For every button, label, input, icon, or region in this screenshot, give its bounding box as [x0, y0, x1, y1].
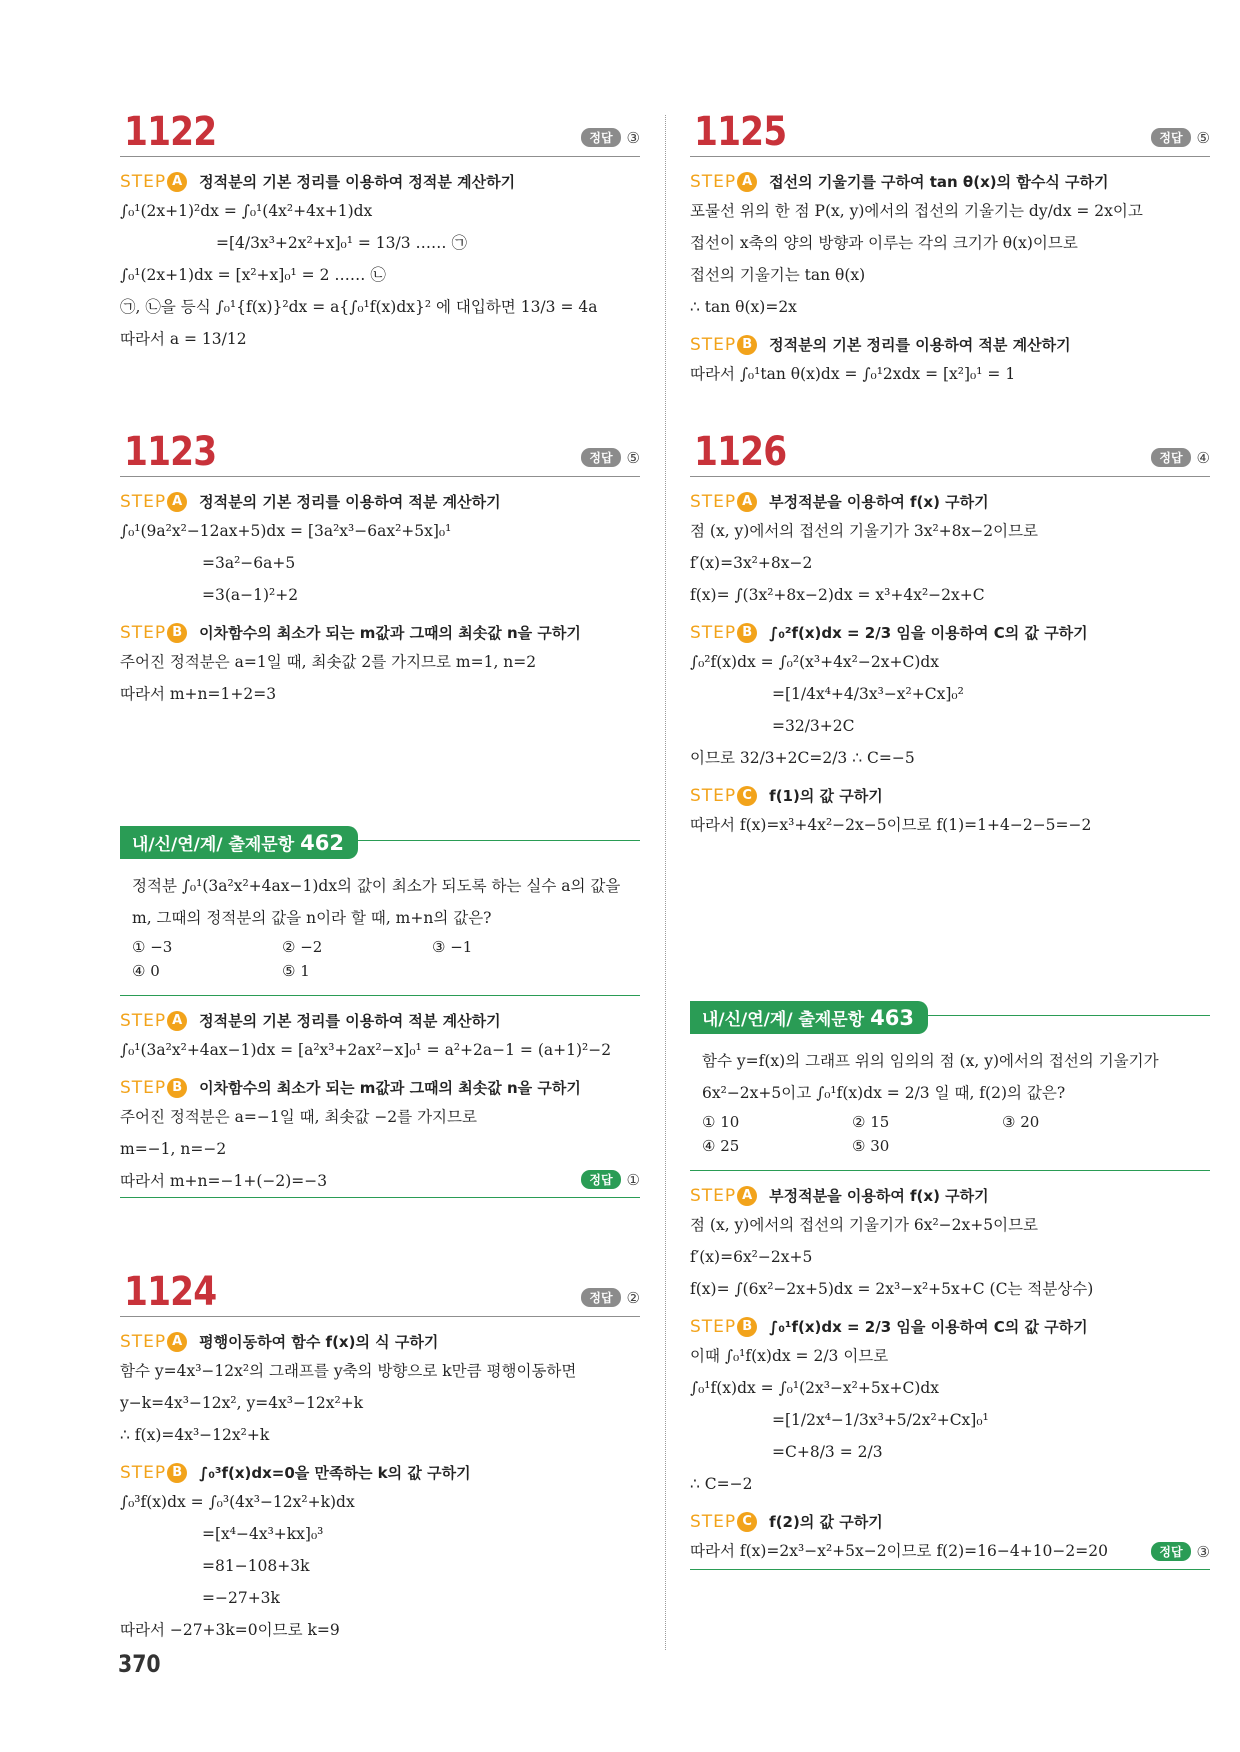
- step-title: 정적분의 기본 정리를 이용하여 적분 계산하기: [199, 1012, 501, 1030]
- choice: ④ 25: [702, 1137, 740, 1155]
- choice: ① 10: [702, 1113, 740, 1131]
- math-line: 이므로 32/3+2C=2/3 ∴ C=−5: [690, 749, 915, 767]
- step-letter: A: [737, 172, 757, 192]
- answer-value: ⑤: [626, 448, 640, 467]
- section-rule: [120, 1197, 640, 1198]
- math-line: =3(a−1)²+2: [202, 586, 299, 604]
- answer: [581, 128, 640, 147]
- math-line: ∫₀²f(x)dx = ∫₀²(x³+4x²−2x+C)dx: [690, 653, 940, 671]
- step-title: 평행이동하여 함수 f(x)의 식 구하기: [199, 1333, 439, 1351]
- related-tab: [120, 826, 358, 859]
- step-title: 이차함수의 최소가 되는 m값과 그때의 최솟값 n을 구하기: [199, 1079, 581, 1097]
- math-line: ∫₀¹(3a²x²+4ax−1)dx = [a²x³+2ax²−x]₀¹ = a²+2a−1 = (a+1)²−2: [120, 1041, 612, 1059]
- problem-1126: [690, 430, 1210, 838]
- choices: [702, 1110, 1198, 1158]
- question-line: m, 그때의 정적분의 값을 n이라 할 때, m+n의 값은?: [132, 909, 492, 927]
- math-line: =−27+3k: [202, 1589, 280, 1607]
- choice: ③ 20: [1002, 1113, 1040, 1131]
- step-label: STEP: [690, 622, 737, 643]
- step-letter: C: [737, 1512, 757, 1532]
- answer-badge: 정답: [1151, 448, 1190, 467]
- math-line: 함수 y=4x³−12x²의 그래프를 y축의 방향으로 k만큼 평행이동하면: [120, 1362, 577, 1380]
- step-label: STEP: [690, 334, 737, 355]
- step-letter: A: [737, 1186, 757, 1206]
- math-line: 접선의 기울기는 tan θ(x): [690, 266, 866, 284]
- answer-badge: 정답: [581, 128, 620, 147]
- question-line: 정적분 ∫₀¹(3a²x²+4ax−1)dx의 값이 최소가 되도록 하는 실수 a의 값을: [132, 877, 621, 895]
- problem-header: [120, 1270, 640, 1317]
- math-line: m=−1, n=−2: [120, 1140, 227, 1158]
- math-line: =[1/2x⁴−1/3x³+5/2x²+Cx]₀¹: [772, 1411, 989, 1429]
- step-title: 이차함수의 최소가 되는 m값과 그때의 최솟값 n을 구하기: [199, 624, 581, 642]
- math-line: 따라서 ∫₀¹tan θ(x)dx = ∫₀¹2xdx = [x²]₀¹ = 1: [690, 365, 1016, 383]
- answer-badge: 정답: [581, 1288, 620, 1307]
- choice: ② 15: [852, 1113, 890, 1131]
- step-a: [690, 171, 1210, 192]
- math-line: ∴ f(x)=4x³−12x²+k: [120, 1426, 270, 1444]
- answer-value: ③: [626, 128, 640, 147]
- choice: ⑤ 1: [282, 962, 310, 980]
- step-a: [120, 1010, 640, 1031]
- step-label: STEP: [690, 1185, 737, 1206]
- math-line: y−k=4x³−12x², y=4x³−12x²+k: [120, 1394, 364, 1412]
- step-a: [690, 1185, 1210, 1206]
- problem-1123: [120, 430, 640, 707]
- math-line: 주어진 정적분은 a=1일 때, 최솟값 2를 가지므로 m=1, n=2: [120, 653, 537, 671]
- choice: ③ −1: [432, 938, 473, 956]
- choice: ④ 0: [132, 962, 160, 980]
- answer-badge: 정답: [1151, 1542, 1190, 1561]
- step-title: 정적분의 기본 정리를 이용하여 적분 계산하기: [199, 493, 501, 511]
- math-line: 점 (x, y)에서의 접선의 기울기가 3x²+8x−2이므로: [690, 522, 1039, 540]
- step-letter: C: [737, 786, 757, 806]
- problem-header: [120, 430, 640, 477]
- step-c: [690, 785, 1210, 806]
- step-label: STEP: [690, 1511, 737, 1532]
- column-divider: [665, 115, 666, 1650]
- answer: [1151, 128, 1210, 147]
- math-line: 접선이 x축의 양의 방향과 이루는 각의 크기가 θ(x)이므로: [690, 234, 1078, 252]
- problem-1124: [120, 1270, 640, 1643]
- step-title: f(1)의 값 구하기: [769, 787, 883, 805]
- section-rule: [690, 1569, 1210, 1570]
- math-line: ∴ tan θ(x)=2x: [690, 298, 797, 316]
- related-tab-number: 463: [870, 1006, 914, 1030]
- step-title: 부정적분을 이용하여 f(x) 구하기: [769, 1187, 989, 1205]
- math-line: =[x⁴−4x³+kx]₀³: [202, 1525, 324, 1543]
- related-problem-463: [690, 985, 1210, 1570]
- math-line: =3a²−6a+5: [202, 554, 296, 572]
- math-line: 포물선 위의 한 점 P(x, y)에서의 접선의 기울기는 dy/dx = 2x이고: [690, 202, 1143, 220]
- math-line: ㉠, ㉡을 등식 ∫₀¹{f(x)}²dx = a{∫₀¹f(x)dx}² 에 대입하면 13/3 = 4a: [120, 298, 598, 316]
- math-line: ∫₀¹f(x)dx = ∫₀¹(2x³−x²+5x+C)dx: [690, 1379, 940, 1397]
- problem-number: 1122: [124, 109, 217, 155]
- problem-number: 1125: [694, 109, 787, 155]
- choice: ⑤ 30: [852, 1137, 890, 1155]
- step-b: [690, 334, 1210, 355]
- step-label: STEP: [120, 1077, 167, 1098]
- step-letter: A: [167, 1332, 187, 1352]
- math-line: =81−108+3k: [202, 1557, 310, 1575]
- math-line: =C+8/3 = 2/3: [772, 1443, 883, 1461]
- math-line: ∫₀¹(2x+1)²dx = ∫₀¹(4x²+4x+1)dx: [120, 202, 373, 220]
- math-line: 따라서 m+n=−1+(−2)=−3: [120, 1172, 328, 1190]
- step-b: [120, 1462, 640, 1483]
- answer-value: ②: [626, 1288, 640, 1307]
- step-title: f(2)의 값 구하기: [769, 1513, 883, 1531]
- step-label: STEP: [120, 622, 167, 643]
- step-label: STEP: [120, 1010, 167, 1031]
- answer: [581, 448, 640, 467]
- step-title: ∫₀¹f(x)dx = 2/3 임을 이용하여 C의 값 구하기: [769, 1318, 1088, 1336]
- step-title: 부정적분을 이용하여 f(x) 구하기: [769, 493, 989, 511]
- step-title: 접선의 기울기를 구하여 tan θ(x)의 함수식 구하기: [769, 173, 1109, 191]
- answer-badge: 정답: [581, 1170, 620, 1189]
- math-line: 따라서 −27+3k=0이므로 k=9: [120, 1621, 340, 1639]
- math-line: 따라서 m+n=1+2=3: [120, 685, 277, 703]
- problem-1125: [690, 110, 1210, 387]
- step-label: STEP: [120, 1331, 167, 1352]
- math-line: =32/3+2C: [772, 717, 855, 735]
- related-tab-label: 내/신/연/계/ 출제문항: [132, 835, 295, 855]
- step-letter: B: [167, 1463, 187, 1483]
- page-number: 370: [118, 1650, 161, 1678]
- answer-value: ④: [1196, 448, 1210, 467]
- math-line: ∫₀¹(9a²x²−12ax+5)dx = [3a²x³−6ax²+5x]₀¹: [120, 522, 452, 540]
- step-letter: A: [167, 1011, 187, 1031]
- math-line: ∴ C=−2: [690, 1475, 753, 1493]
- problem-header: [690, 430, 1210, 477]
- step-a: [120, 491, 640, 512]
- related-tab: [690, 1001, 928, 1034]
- step-letter: B: [737, 1317, 757, 1337]
- problem-header: [690, 110, 1210, 157]
- step-label: STEP: [690, 491, 737, 512]
- step-label: STEP: [120, 1462, 167, 1483]
- step-label: STEP: [120, 171, 167, 192]
- math-line: ∫₀³f(x)dx = ∫₀³(4x³−12x²+k)dx: [120, 1493, 355, 1511]
- choices: [132, 935, 628, 983]
- step-label: STEP: [690, 171, 737, 192]
- step-a: [690, 491, 1210, 512]
- math-line: ∫₀¹(2x+1)dx = [x²+x]₀¹ = 2 …… ㉡: [120, 266, 386, 284]
- related-box: [690, 1001, 1210, 1171]
- choice: ② −2: [282, 938, 323, 956]
- step-c: [690, 1511, 1210, 1532]
- problem-header: [120, 110, 640, 157]
- related-question: [120, 859, 640, 995]
- step-letter: B: [167, 1078, 187, 1098]
- problem-number: 1123: [124, 429, 217, 475]
- problem-number: 1126: [694, 429, 787, 475]
- step-title: 정적분의 기본 정리를 이용하여 적분 계산하기: [769, 336, 1071, 354]
- step-letter: B: [737, 623, 757, 643]
- related-question: [690, 1034, 1210, 1170]
- answer: [581, 1288, 640, 1307]
- step-title: ∫₀²f(x)dx = 2/3 임을 이용하여 C의 값 구하기: [769, 624, 1088, 642]
- step-letter: A: [167, 172, 187, 192]
- step-b: [690, 622, 1210, 643]
- step-b: [120, 622, 640, 643]
- step-label: STEP: [690, 1316, 737, 1337]
- math-line: f′(x)=3x²+8x−2: [690, 554, 813, 572]
- step-label: STEP: [690, 785, 737, 806]
- math-line: 따라서 a = 13/12: [120, 330, 247, 348]
- answer-value: ①: [626, 1170, 640, 1189]
- problem-1122: [120, 110, 640, 352]
- step-b: [690, 1316, 1210, 1337]
- math-line: f(x)= ∫(3x²+8x−2)dx = x³+4x²−2x+C: [690, 586, 985, 604]
- math-line: 이때 ∫₀¹f(x)dx = 2/3 이므로: [690, 1347, 889, 1365]
- step-a: [120, 171, 640, 192]
- related-problem-462: [120, 810, 640, 1198]
- problem-number: 1124: [124, 1269, 217, 1315]
- step-a: [120, 1331, 640, 1352]
- math-line: 주어진 정적분은 a=−1일 때, 최솟값 −2를 가지므로: [120, 1108, 477, 1126]
- question-line: 6x²−2x+5이고 ∫₀¹f(x)dx = 2/3 일 때, f(2)의 값은?: [702, 1084, 1066, 1102]
- math-line: 따라서 f(x)=2x³−x²+5x−2이므로 f(2)=16−4+10−2=20: [690, 1542, 1108, 1560]
- math-line: =[1/4x⁴+4/3x³−x²+Cx]₀²: [772, 685, 964, 703]
- related-tab-label: 내/신/연/계/ 출제문항: [702, 1010, 865, 1030]
- math-line: 따라서 f(x)=x³+4x²−2x−5이므로 f(1)=1+4−2−5=−2: [690, 816, 1092, 834]
- math-line: f(x)= ∫(6x²−2x+5)dx = 2x³−x²+5x+C (C는 적분상수): [690, 1280, 1094, 1298]
- step-letter: A: [167, 492, 187, 512]
- related-box: [120, 826, 640, 996]
- answer: [1151, 448, 1210, 467]
- question-line: 함수 y=f(x)의 그래프 위의 임의의 점 (x, y)에서의 접선의 기울기가: [702, 1052, 1159, 1070]
- step-letter: A: [737, 492, 757, 512]
- related-tab-number: 462: [300, 831, 344, 855]
- step-title: 정적분의 기본 정리를 이용하여 정적분 계산하기: [199, 173, 516, 191]
- step-b: [120, 1077, 640, 1098]
- step-letter: B: [737, 335, 757, 355]
- answer-badge: 정답: [1151, 128, 1190, 147]
- step-title: ∫₀³f(x)dx=0을 만족하는 k의 값 구하기: [199, 1464, 471, 1482]
- answer-badge: 정답: [581, 448, 620, 467]
- choice: ① −3: [132, 938, 173, 956]
- math-line: f′(x)=6x²−2x+5: [690, 1248, 813, 1266]
- step-label: STEP: [120, 491, 167, 512]
- answer-value: ③: [1196, 1542, 1210, 1561]
- math-line: =[4/3x³+2x²+x]₀¹ = 13/3 …… ㉠: [216, 234, 467, 252]
- answer-value: ⑤: [1196, 128, 1210, 147]
- math-line: 점 (x, y)에서의 접선의 기울기가 6x²−2x+5이므로: [690, 1216, 1039, 1234]
- step-letter: B: [167, 623, 187, 643]
